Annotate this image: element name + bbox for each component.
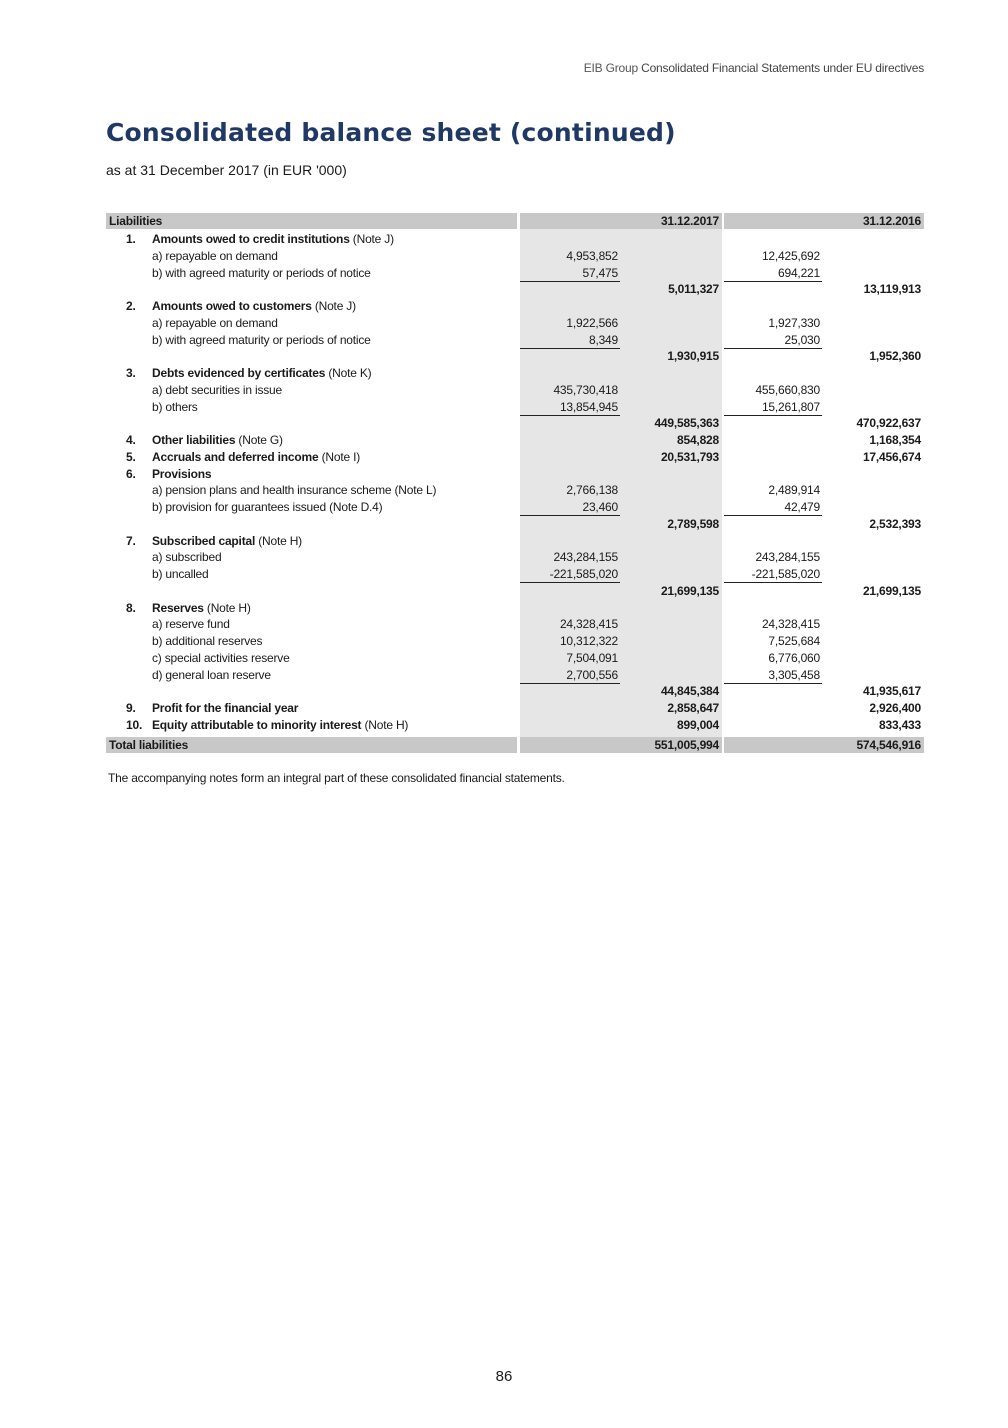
section-title: Amounts owed to credit institutions — [152, 232, 350, 246]
subtotal-2016: 833,433 — [879, 718, 921, 732]
section-note: (Note G) — [235, 433, 283, 447]
value-2017: 1,922,566 — [566, 316, 618, 330]
section-title: Provisions — [152, 467, 212, 481]
line-item-label: b) others — [152, 400, 198, 414]
line-item-label: b) with agreed maturity or periods of notice — [152, 266, 371, 280]
value-2016: 25,030 — [784, 333, 820, 347]
section-label — [152, 298, 356, 314]
subtotal-2017: 21,699,135 — [660, 584, 719, 598]
subtotal-2016: 1,952,360 — [869, 349, 921, 363]
line-item-label: b) additional reserves — [152, 634, 263, 648]
line-item-label: a) reserve fund — [152, 617, 230, 631]
subtotal-2017: 899,004 — [677, 718, 719, 732]
document-header — [584, 61, 924, 75]
line-item-label: c) special activities reserve — [152, 651, 290, 665]
section-note: (Note H) — [361, 718, 409, 732]
subtotal-2017: 20,531,793 — [660, 450, 719, 464]
line-item-row — [106, 633, 924, 649]
section-note: (Note J) — [311, 299, 356, 313]
subtotal-2017: 1,930,915 — [667, 349, 719, 363]
line-item-label: a) subscribed — [152, 550, 222, 564]
total-2016: 574,546,916 — [856, 738, 921, 752]
line-item-row — [106, 399, 924, 415]
subtotal-row — [106, 683, 924, 699]
value-2017: 24,328,415 — [559, 617, 618, 631]
line-item-row — [106, 566, 924, 582]
subtotal-2016: 21,699,135 — [862, 584, 921, 598]
value-2016: 15,261,807 — [761, 400, 820, 414]
value-2016: 6,776,060 — [768, 651, 820, 665]
section-row — [106, 466, 924, 482]
section-row — [106, 365, 924, 381]
subtotal-2016: 1,168,354 — [869, 433, 921, 447]
section-number: 7. — [126, 534, 136, 548]
section-title: Equity attributable to minority interest — [152, 718, 362, 732]
section-label — [152, 717, 408, 733]
page-title: Consolidated balance sheet (continued) — [106, 118, 676, 147]
section-note: (Note J) — [349, 232, 394, 246]
footnote: The accompanying notes form an integral part of these consolidated financial statements. — [108, 771, 565, 785]
line-item-label: a) repayable on demand — [152, 316, 278, 330]
section-number: 2. — [126, 299, 136, 313]
line-item-row — [106, 248, 924, 264]
section-row — [106, 432, 924, 448]
section-note: (Note K) — [325, 366, 372, 380]
section-note: (Note H) — [255, 534, 302, 548]
section-label — [152, 365, 371, 381]
section-row — [106, 449, 924, 465]
section-row — [106, 231, 924, 247]
value-2017: 7,504,091 — [566, 651, 618, 665]
value-2017: 2,700,556 — [566, 668, 618, 682]
subtotal-row — [106, 516, 924, 532]
section-title: Reserves — [152, 601, 204, 615]
value-2016: 42,479 — [784, 500, 820, 514]
section-title: Profit for the financial year — [152, 701, 299, 715]
line-item-row — [106, 616, 924, 632]
line-item-label: b) uncalled — [152, 567, 209, 581]
subtotal-2017: 449,585,363 — [654, 416, 719, 430]
value-2017: -221,585,020 — [549, 567, 618, 581]
section-label — [152, 700, 298, 716]
value-2016: 455,660,830 — [755, 383, 820, 397]
line-item-row — [106, 332, 924, 348]
section-label — [152, 533, 302, 549]
line-item-row — [106, 667, 924, 683]
line-item-label: a) debt securities in issue — [152, 383, 282, 397]
subtotal-2016: 13,119,913 — [863, 282, 921, 296]
section-row — [106, 717, 924, 733]
section-title: Subscribed capital — [152, 534, 256, 548]
total-row — [106, 737, 924, 753]
header-prefix: EIB Group — [583, 61, 638, 75]
section-title: Other liabilities — [152, 433, 236, 447]
subtotal-2017: 854,828 — [677, 433, 719, 447]
value-2017: 10,312,322 — [559, 634, 618, 648]
total-2017: 551,005,994 — [654, 738, 719, 752]
subtotal-2016: 470,922,637 — [856, 416, 921, 430]
line-item-label: a) repayable on demand — [152, 249, 278, 263]
value-2016: 694,221 — [778, 266, 820, 280]
page-subtitle: as at 31 December 2017 (in EUR '000) — [106, 162, 347, 178]
header-2016: 31.12.2016 — [862, 214, 921, 228]
value-2016: 24,328,415 — [761, 617, 820, 631]
value-2016: -221,585,020 — [751, 567, 820, 581]
line-item-label: d) general loan reserve — [152, 668, 271, 682]
section-label — [152, 449, 360, 465]
value-2016: 1,927,330 — [768, 316, 820, 330]
section-number: 5. — [126, 450, 136, 464]
section-number: 3. — [126, 366, 136, 380]
section-number: 8. — [126, 601, 136, 615]
value-2017: 57,475 — [582, 266, 618, 280]
section-title: Debts evidenced by certificates — [152, 366, 326, 380]
section-number: 1. — [126, 232, 136, 246]
value-2017: 243,284,155 — [553, 550, 618, 564]
section-number: 6. — [126, 467, 136, 481]
value-2017: 435,730,418 — [553, 383, 618, 397]
line-item-row — [106, 499, 924, 515]
value-2017: 23,460 — [582, 500, 618, 514]
subtotal-2016: 2,926,400 — [869, 701, 921, 715]
subtotal-2017: 2,789,598 — [667, 517, 719, 531]
section-number: 10. — [126, 718, 143, 732]
section-number: 9. — [126, 701, 136, 715]
page-number: 86 — [495, 1368, 513, 1385]
section-title: Accruals and deferred income — [152, 450, 319, 464]
liabilities-table — [106, 213, 924, 753]
subtotal-2016: 17,456,674 — [862, 450, 921, 464]
line-item-label: b) with agreed maturity or periods of notice — [152, 333, 371, 347]
line-item-row — [106, 650, 924, 666]
line-item-row — [106, 482, 924, 498]
section-number: 4. — [126, 433, 136, 447]
value-2016: 243,284,155 — [755, 550, 820, 564]
subtotal-row — [106, 415, 924, 431]
section-label — [152, 231, 394, 247]
header-liabilities: Liabilities — [109, 214, 163, 228]
section-row — [106, 700, 924, 716]
section-title: Amounts owed to customers — [152, 299, 312, 313]
value-2016: 7,525,684 — [768, 634, 820, 648]
value-2017: 2,766,138 — [566, 483, 618, 497]
section-note: (Note I) — [318, 450, 361, 464]
subtotal-2017: 44,845,384 — [660, 684, 719, 698]
table-header-row — [106, 213, 924, 229]
subtotal-row — [106, 583, 924, 599]
section-row — [106, 298, 924, 314]
subtotal-2017: 2,858,647 — [667, 701, 719, 715]
section-row — [106, 600, 924, 616]
line-item-row — [106, 265, 924, 281]
section-label — [152, 600, 251, 616]
header-text: Consolidated Financial Statements under EU directives — [641, 61, 924, 75]
subtotal-row — [106, 281, 924, 297]
value-2016: 12,425,692 — [761, 249, 820, 263]
header-2017: 31.12.2017 — [660, 214, 719, 228]
section-label — [152, 432, 283, 448]
subtotal-row — [106, 348, 924, 364]
line-item-row — [106, 382, 924, 398]
line-item-label: a) pension plans and health insurance scheme (Note L) — [152, 483, 437, 497]
value-2016: 2,489,914 — [768, 483, 820, 497]
line-item-row — [106, 315, 924, 331]
line-item-label: b) provision for guarantees issued (Note D.4) — [152, 500, 383, 514]
subtotal-2016: 2,532,393 — [869, 517, 921, 531]
value-2017: 8,349 — [588, 333, 618, 347]
value-2017: 13,854,945 — [559, 400, 618, 414]
value-2016: 3,305,458 — [768, 668, 820, 682]
subtotal-2017: 5,011,327 — [668, 282, 719, 296]
section-note: (Note H) — [203, 601, 251, 615]
total-label: Total liabilities — [109, 738, 189, 752]
section-row — [106, 533, 924, 549]
section-label — [152, 466, 211, 482]
value-2017: 4,953,852 — [566, 249, 618, 263]
subtotal-2016: 41,935,617 — [862, 684, 921, 698]
line-item-row — [106, 549, 924, 565]
